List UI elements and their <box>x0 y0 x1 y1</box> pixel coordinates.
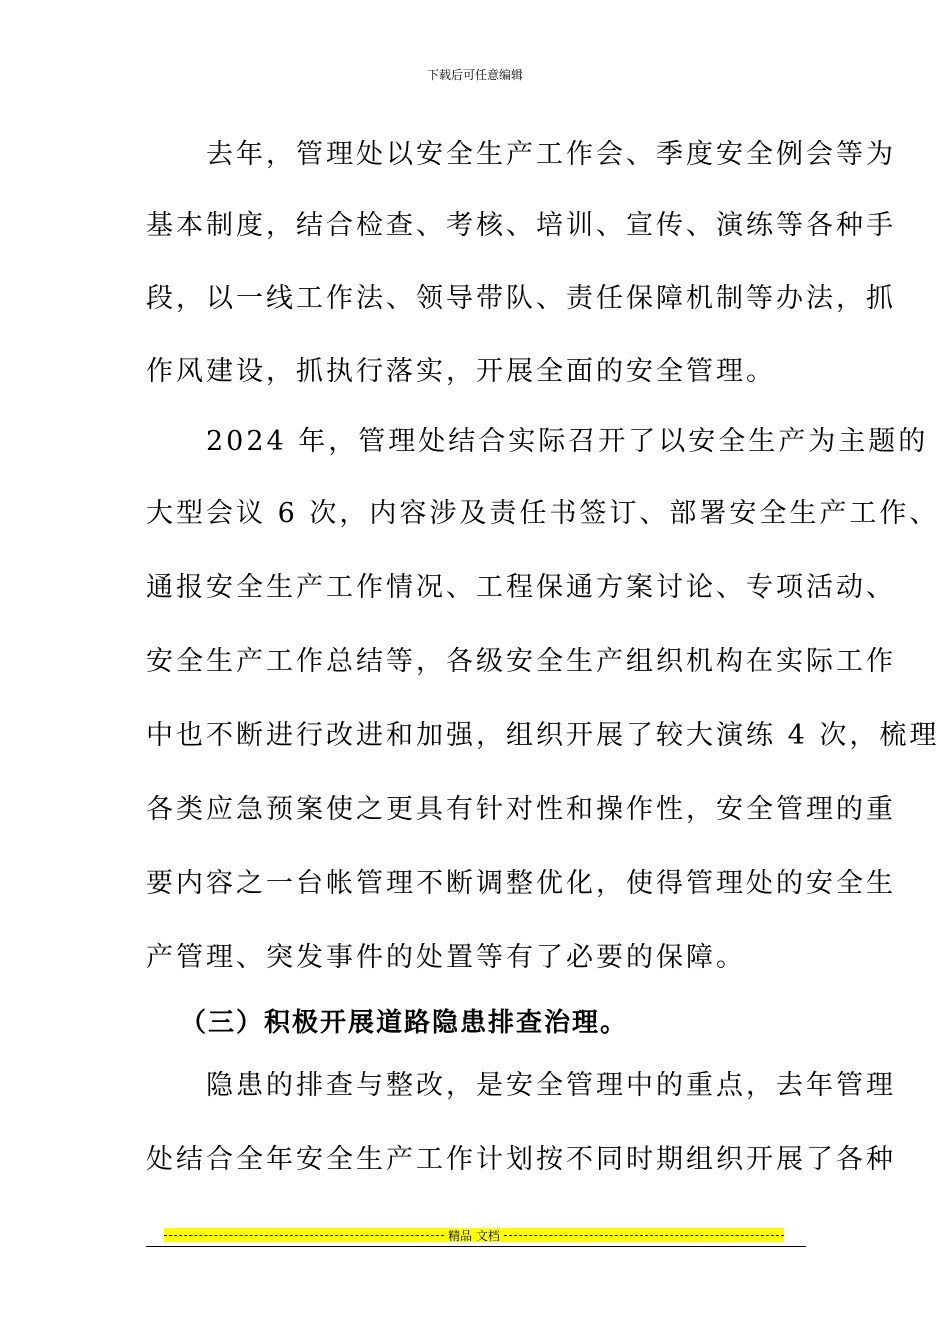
footer-dash-right <box>504 1235 784 1236</box>
paragraph-1-line-2: 基本制度，结合检查、考核、培训、宣传、演练等各种手 <box>146 210 896 241</box>
paragraph-2-line-2: 大型会议 6 次，内容涉及责任书签订、部署安全生产工作、 <box>146 498 940 529</box>
section-heading: （三）积极开展道路隐患排查治理。 <box>180 1008 629 1038</box>
paragraph-3-line-2: 处结合全年安全生产工作计划按不同时期组织开展了各种 <box>146 1144 896 1175</box>
paragraph-2-line-3: 通报安全生产工作情况、工程保通方案讨论、专项活动、 <box>146 572 896 603</box>
paragraph-1-line-3: 段，以一线工作法、领导带队、责任保障机制等办法，抓 <box>146 283 896 314</box>
footer-banner <box>164 1228 784 1242</box>
paragraph-2-line-1: 2024 年，管理处结合实际召开了以安全生产为主题的 <box>146 426 929 457</box>
paragraph-2-line-6: 各类应急预案使之更具有针对性和操作性，安全管理的重 <box>146 794 896 825</box>
paragraph-2-line-4: 安全生产工作总结等，各级安全生产组织机构在实际工作 <box>146 646 896 677</box>
paragraph-1-line-1: 去年，管理处以安全生产工作会、季度安全例会等为 <box>146 139 896 170</box>
header-note: 下载后可任意编辑 <box>426 68 523 82</box>
paragraph-2-line-7: 要内容之一台帐管理不断调整优化，使得管理处的安全生 <box>146 868 896 899</box>
paragraph-1-line-4: 作风建设，抓执行落实，开展全面的安全管理。 <box>146 356 776 387</box>
paragraph-3-line-1: 隐患的排查与整改，是安全管理中的重点，去年管理 <box>146 1070 896 1101</box>
footer-dash-left <box>164 1235 444 1236</box>
paragraph-2-line-8: 产管理、突发事件的处置等有了必要的保障。 <box>146 942 746 973</box>
footer-divider <box>146 1246 806 1247</box>
footer-label: 精品 文档 <box>448 1228 500 1242</box>
paragraph-2-line-5: 中也不断进行改进和加强，组织开展了较大演练 4 次，梳理 <box>146 720 940 751</box>
